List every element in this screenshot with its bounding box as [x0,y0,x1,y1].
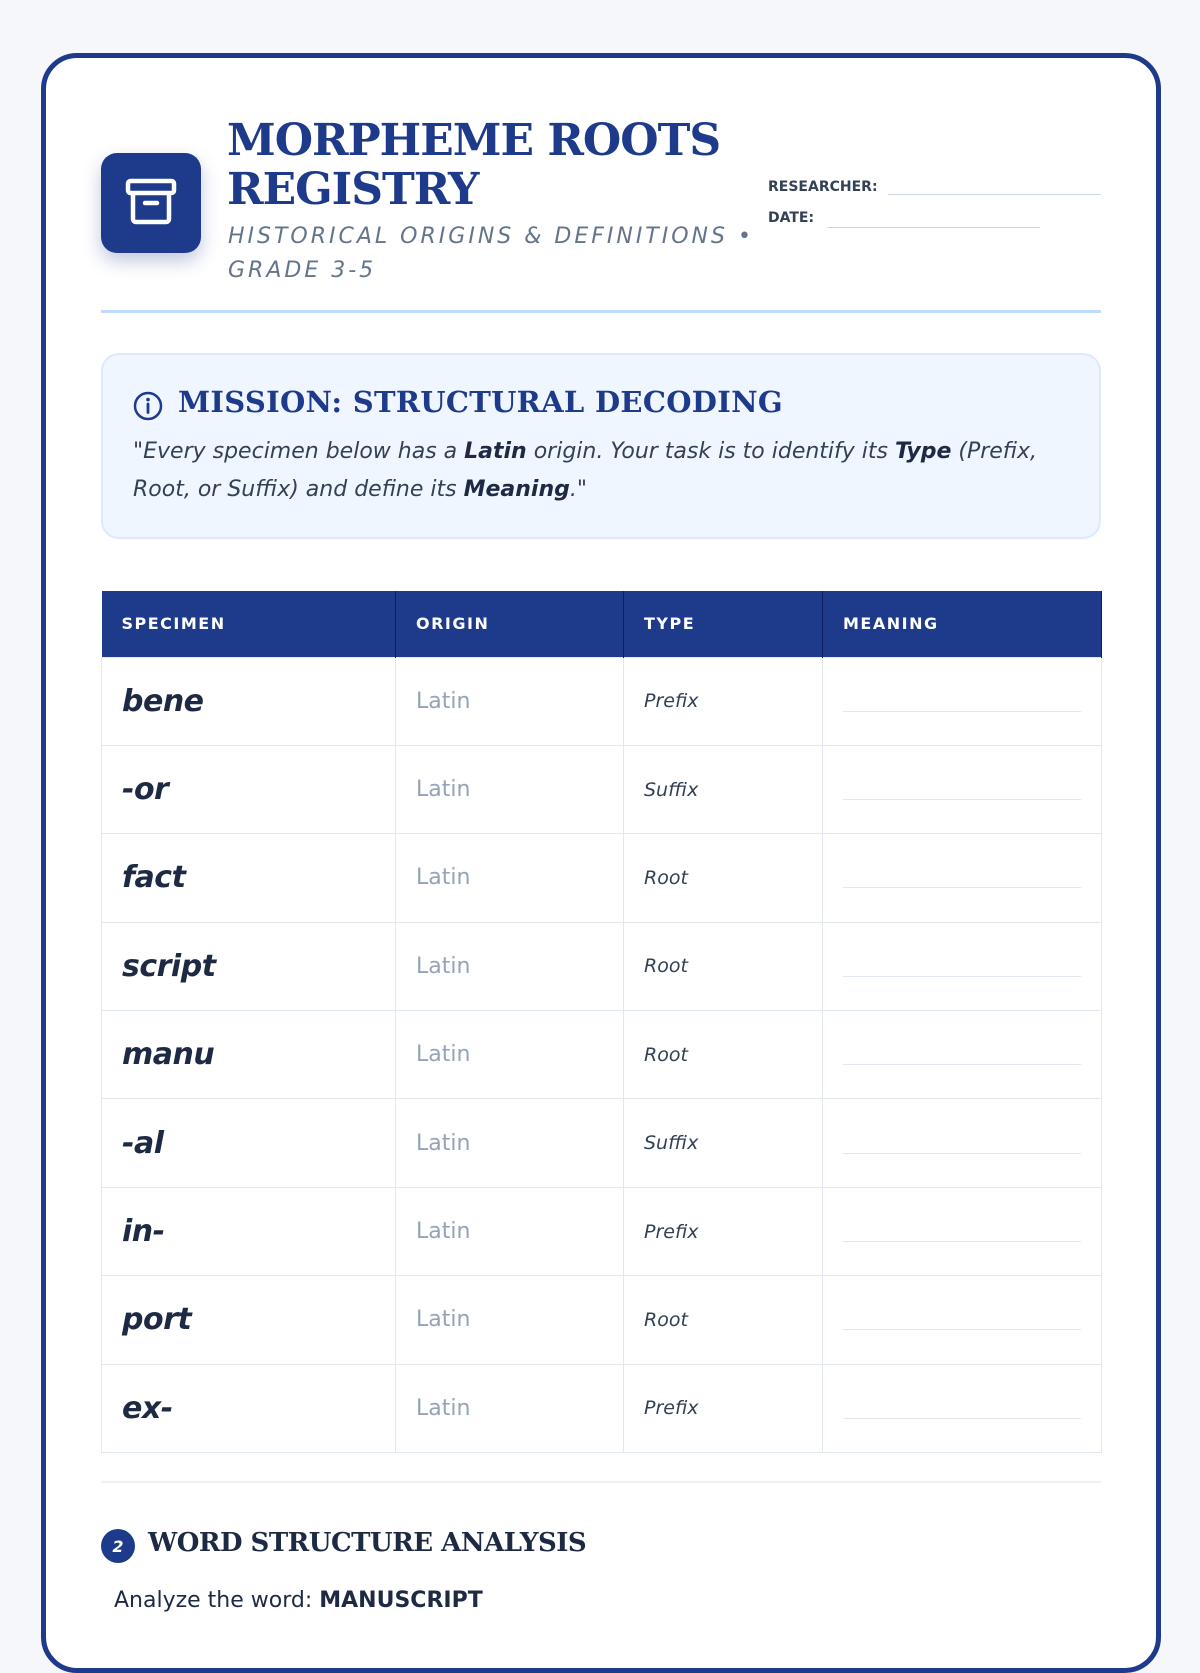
specimen-text: -or [122,772,169,808]
meaning-cell[interactable] [823,1187,1102,1275]
specimen-text: ex- [122,1390,173,1426]
origin-cell [396,922,624,1010]
type-text: Root [644,866,688,889]
meaning-input-line[interactable] [843,1241,1081,1242]
specimen-text: in- [122,1214,165,1250]
meaning-cell[interactable] [823,1099,1102,1187]
type-text: Prefix [644,1220,699,1243]
meaning-cell[interactable] [823,657,1102,745]
type-cell [624,1099,823,1187]
origin-text: Latin [416,1042,471,1068]
researcher-field[interactable] [888,194,1101,195]
column-header-type: TYPE [624,591,823,657]
specimen-text: port [122,1302,192,1338]
column-header-specimen: SPECIMEN [102,591,396,657]
meaning-cell[interactable] [823,922,1102,1010]
specimen-text: fact [122,860,186,896]
type-text: Root [644,1043,688,1066]
date-field[interactable] [827,227,1040,228]
date-label: DATE: [768,210,815,226]
type-text: Prefix [644,1397,699,1420]
column-header-origin: ORIGIN [396,591,624,657]
origin-cell [396,745,624,833]
meaning-cell[interactable] [823,1011,1102,1099]
meaning-input-line[interactable] [843,1329,1081,1330]
type-cell [624,1276,823,1364]
page-title: MORPHEME ROOTS REGISTRY [227,115,721,215]
section-title: WORD STRUCTURE ANALYSIS [148,1528,587,1558]
specimen-cell [102,1011,396,1099]
table-row [102,922,1102,1010]
registry-logo [101,153,201,253]
type-cell [624,922,823,1010]
origin-text: Latin [416,688,471,714]
table-row [102,1099,1102,1187]
origin-text: Latin [416,1130,471,1156]
specimen-cell [102,1364,396,1452]
type-cell [624,1011,823,1099]
worksheet-card [41,53,1161,1673]
table-row [102,1011,1102,1099]
info-icon [133,391,163,421]
origin-cell [396,1099,624,1187]
specimen-text: manu [122,1037,215,1073]
meaning-input-line[interactable] [843,887,1081,888]
mission-box [101,353,1101,539]
table-row [102,1364,1102,1452]
type-text: Prefix [644,690,699,713]
table-row [102,1187,1102,1275]
specimen-cell [102,1276,396,1364]
header-divider [101,310,1101,313]
type-cell [624,834,823,922]
specimen-cell [102,1099,396,1187]
meaning-cell[interactable] [823,1276,1102,1364]
specimen-text: bene [122,683,204,719]
specimen-cell [102,1187,396,1275]
origin-cell [396,1276,624,1364]
section-divider [101,1481,1101,1483]
meaning-input-line[interactable] [843,711,1081,712]
mission-title: MISSION: STRUCTURAL DECODING [178,385,783,419]
origin-cell [396,657,624,745]
table-row [102,657,1102,745]
table-row [102,834,1102,922]
table-row [102,745,1102,833]
specimen-text: -al [122,1125,164,1161]
origin-cell [396,1364,624,1452]
type-cell [624,745,823,833]
archive-icon [123,173,179,234]
origin-text: Latin [416,865,471,891]
specimen-cell [102,834,396,922]
origin-cell [396,1011,624,1099]
origin-text: Latin [416,953,471,979]
origin-text: Latin [416,1219,471,1245]
meaning-cell[interactable] [823,1364,1102,1452]
meaning-input-line[interactable] [843,1418,1081,1419]
type-cell [624,1364,823,1452]
analyze-prompt: Analyze the word: MANUSCRIPT [114,1588,483,1613]
meaning-input-line[interactable] [843,1153,1081,1154]
meaning-cell[interactable] [823,745,1102,833]
origin-text: Latin [416,1307,471,1333]
type-text: Root [644,955,688,978]
type-text: Root [644,1308,688,1331]
table-header-row [102,591,1102,657]
origin-cell [396,834,624,922]
origin-text: Latin [416,777,471,803]
meaning-cell[interactable] [823,834,1102,922]
meaning-input-line[interactable] [843,799,1081,800]
specimen-cell [102,922,396,1010]
origin-cell [396,1187,624,1275]
type-text: Suffix [644,1132,699,1155]
analyze-word: MANUSCRIPT [319,1588,483,1613]
section-number-badge: 2 [101,1529,135,1563]
mission-text: "Every specimen below has a Latin origin. Your task is to identify its Type (Prefix, Root, or Suffix) and define its Meaning." [133,439,1038,502]
type-cell [624,1187,823,1275]
morpheme-table [101,591,1102,1453]
table-row [102,1276,1102,1364]
page-subtitle: HISTORICAL ORIGINS & DEFINITIONS • GRADE 3-5 [228,224,754,283]
researcher-label: RESEARCHER: [768,179,878,195]
specimen-cell [102,745,396,833]
specimen-cell [102,657,396,745]
type-text: Suffix [644,778,699,801]
origin-text: Latin [416,1395,471,1421]
specimen-text: script [122,948,216,984]
meaning-input-line[interactable] [843,1064,1081,1065]
column-header-meaning: MEANING [823,591,1102,657]
type-cell [624,657,823,745]
meaning-input-line[interactable] [843,976,1081,977]
